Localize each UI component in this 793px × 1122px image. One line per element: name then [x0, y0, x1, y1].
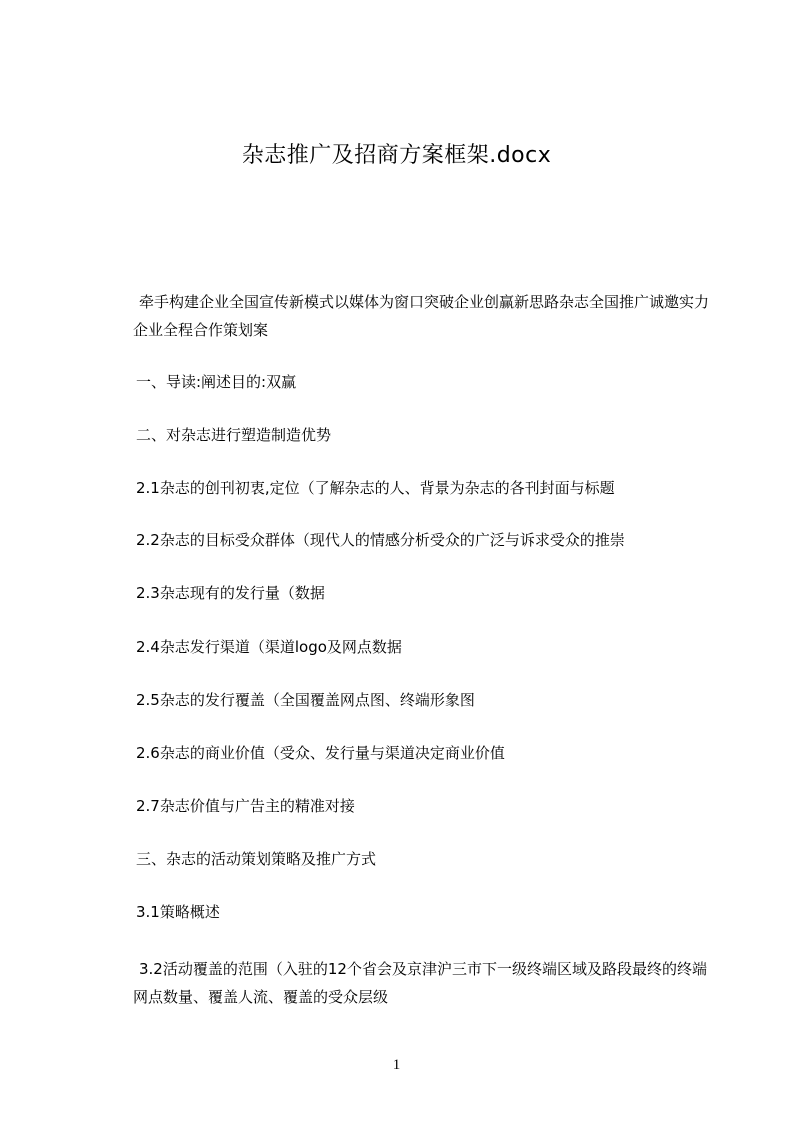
section-2-3: 2.3杂志现有的发行量（数据	[136, 584, 325, 602]
section-2-4: 2.4杂志发行渠道（渠道logo及网点数据	[136, 638, 402, 656]
section-3-heading: 三、杂志的活动策划策略及推广方式	[136, 850, 377, 868]
section-2-1: 2.1杂志的创刊初衷,定位（了解杂志的人、背景为杂志的各刊封面与标题	[136, 479, 615, 497]
page-number: 1	[392, 1057, 401, 1073]
section-2-6: 2.6杂志的商业价值（受众、发行量与渠道决定商业价值	[136, 744, 505, 762]
section-2-heading: 二、对杂志进行塑造制造优势	[136, 426, 332, 444]
section-3-2: 3.2活动覆盖的范围（入驻的12个省会及京津沪三市下一级终端区域及路段最终的终端网点数量、覆盖人流、覆盖的受众层级	[133, 960, 707, 1006]
section-2-7: 2.7杂志价值与广告主的精准对接	[136, 797, 355, 815]
document-title: 杂志推广及招商方案框架.docx	[241, 143, 552, 168]
section-1-heading: 一、导读:阐述目的:双赢	[136, 373, 297, 391]
section-3-1: 3.1策略概述	[136, 903, 220, 921]
section-2-2: 2.2杂志的目标受众群体（现代人的情感分析受众的广泛与诉求受众的推崇	[136, 531, 625, 549]
intro-paragraph: 牵手构建企业全国宣传新模式以媒体为窗口突破企业创赢新思路杂志全国推广诚邀实力企业全程合作策划案	[133, 293, 710, 339]
section-2-5: 2.5杂志的发行覆盖（全国覆盖网点图、终端形象图	[136, 691, 475, 709]
